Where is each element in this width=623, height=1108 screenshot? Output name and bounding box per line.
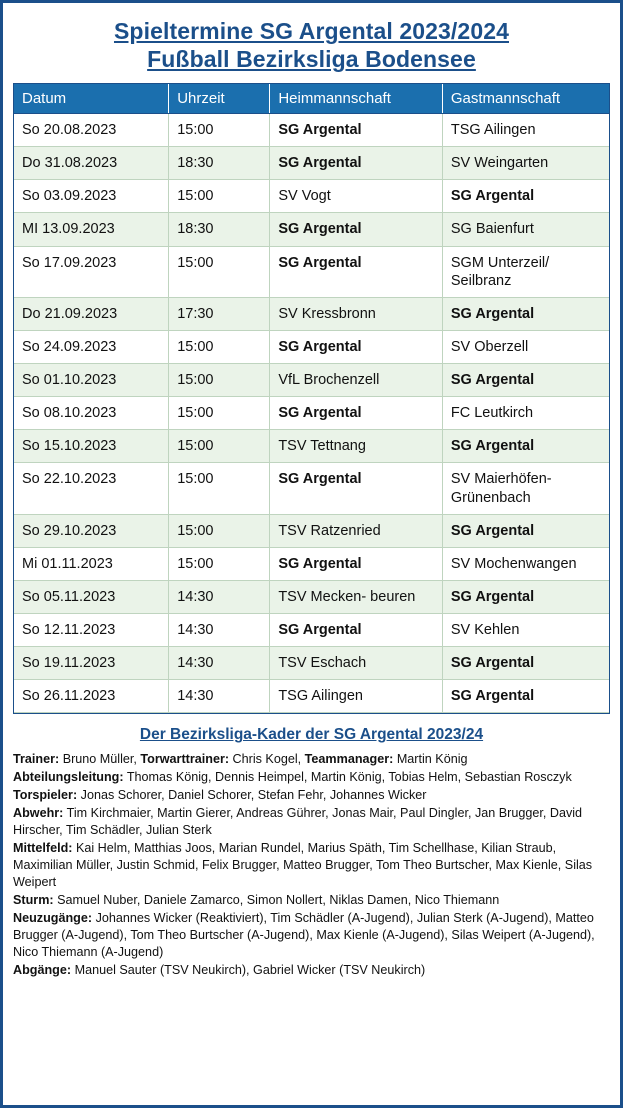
cell-home: TSV Eschach (270, 647, 443, 680)
table-row (14, 147, 609, 180)
table-row (14, 514, 609, 547)
cell-time: 15:00 (169, 364, 270, 397)
squad-line (13, 769, 610, 786)
cell-date: Do 21.09.2023 (14, 297, 169, 330)
squad-label: Teammanager: (304, 752, 394, 767)
cell-away: SG Argental (442, 647, 609, 680)
squad-title: Der Bezirksliga-Kader der SG Argental 2023/24 (139, 726, 484, 744)
fixtures-table-wrapper (13, 83, 610, 714)
cell-away: SV Maierhöfen- Grünenbach (442, 463, 609, 514)
title-line-1: Spieltermine SG Argental 2023/2024 (113, 18, 509, 44)
cell-time: 17:30 (169, 297, 270, 330)
squad-text: Chris Kogel, (232, 752, 302, 767)
cell-away: TSG Ailingen (442, 114, 609, 147)
cell-home: SG Argental (270, 114, 443, 147)
column-header-time: Uhrzeit (169, 84, 270, 114)
squad-entries (13, 751, 610, 979)
cell-away: SG Argental (442, 514, 609, 547)
cell-away: SG Argental (442, 364, 609, 397)
table-row (14, 614, 609, 647)
squad-text: Kai Helm, Matthias Joos, Marian Rundel, Marius Späth, Tim Schellhase, Kilian Straub, Maximilian Müller, Justin Schmid, Felix Brugger, Matteo Brugger, Tom Theo Burtscher, Max Kienle, Silas Weipert (13, 841, 593, 890)
squad-text: Bruno Müller, (62, 752, 137, 767)
cell-away: SV Mochenwangen (442, 547, 609, 580)
table-row (14, 430, 609, 463)
cell-home: TSV Tettnang (270, 430, 443, 463)
cell-home: SG Argental (270, 246, 443, 297)
squad-line (13, 910, 610, 961)
cell-time: 15:00 (169, 397, 270, 430)
squad-label: Abgänge: (13, 963, 72, 978)
cell-time: 15:00 (169, 547, 270, 580)
table-header-row (14, 84, 609, 114)
cell-date: So 03.09.2023 (14, 180, 169, 213)
cell-away: SG Argental (442, 180, 609, 213)
table-row (14, 680, 609, 713)
cell-away: SG Argental (442, 297, 609, 330)
table-row (14, 114, 609, 147)
cell-home: SG Argental (270, 547, 443, 580)
squad-section (13, 726, 610, 979)
table-row (14, 330, 609, 363)
squad-line (13, 787, 610, 804)
cell-away: SV Kehlen (442, 614, 609, 647)
cell-time: 18:30 (169, 213, 270, 246)
squad-line (13, 751, 610, 768)
cell-date: Do 31.08.2023 (14, 147, 169, 180)
cell-home: TSV Ratzenried (270, 514, 443, 547)
cell-date: So 22.10.2023 (14, 463, 169, 514)
table-row (14, 647, 609, 680)
table-row (14, 547, 609, 580)
cell-away: SG Baienfurt (442, 213, 609, 246)
cell-date: So 26.11.2023 (14, 680, 169, 713)
cell-time: 15:00 (169, 463, 270, 514)
cell-time: 15:00 (169, 330, 270, 363)
cell-time: 15:00 (169, 114, 270, 147)
cell-home: SG Argental (270, 213, 443, 246)
table-row (14, 580, 609, 613)
cell-away: SG Argental (442, 680, 609, 713)
page-title (13, 17, 610, 73)
cell-date: So 05.11.2023 (14, 580, 169, 613)
cell-time: 14:30 (169, 580, 270, 613)
squad-label: Torspieler: (13, 788, 78, 803)
column-header-home: Heimmannschaft (270, 84, 443, 114)
cell-home: SV Kressbronn (270, 297, 443, 330)
squad-text: Martin König (396, 752, 468, 767)
fixtures-table-body (14, 114, 609, 713)
cell-away: SG Argental (442, 430, 609, 463)
cell-time: 15:00 (169, 514, 270, 547)
cell-home: SG Argental (270, 330, 443, 363)
cell-time: 14:30 (169, 614, 270, 647)
table-row (14, 364, 609, 397)
table-row (14, 246, 609, 297)
table-row (14, 297, 609, 330)
squad-label: Trainer: (13, 752, 60, 767)
squad-text: Jonas Schorer, Daniel Schorer, Stefan Fehr, Johannes Wicker (80, 788, 427, 803)
cell-date: So 08.10.2023 (14, 397, 169, 430)
squad-line (13, 892, 610, 909)
fixtures-table (14, 84, 609, 713)
cell-away: SV Weingarten (442, 147, 609, 180)
squad-text: Tim Kirchmaier, Martin Gierer, Andreas Gührer, Jonas Mair, Paul Dingler, Jan Brugger, David Hirscher, Tim Schädler, Julian Sterk (13, 806, 583, 838)
cell-date: So 24.09.2023 (14, 330, 169, 363)
cell-date: So 17.09.2023 (14, 246, 169, 297)
squad-text: Samuel Nuber, Daniele Zamarco, Simon Nollert, Niklas Damen, Nico Thiemann (57, 893, 500, 908)
column-header-away: Gastmannschaft (442, 84, 609, 114)
cell-away: FC Leutkirch (442, 397, 609, 430)
cell-home: SG Argental (270, 463, 443, 514)
title-line-2: Fußball Bezirksliga Bodensee (147, 46, 476, 73)
squad-line (13, 840, 610, 891)
cell-date: MI 13.09.2023 (14, 213, 169, 246)
column-header-date: Datum (14, 84, 169, 114)
table-row (14, 180, 609, 213)
squad-label: Abwehr: (13, 806, 64, 821)
squad-label: Abteilungsleitung: (13, 770, 124, 785)
squad-text: Manuel Sauter (TSV Neukirch), Gabriel Wicker (TSV Neukirch) (74, 963, 426, 978)
cell-time: 15:00 (169, 430, 270, 463)
squad-text: Thomas König, Dennis Heimpel, Martin König, Tobias Helm, Sebastian Rosczyk (126, 770, 572, 785)
cell-time: 18:30 (169, 147, 270, 180)
cell-away: SG Argental (442, 580, 609, 613)
cell-time: 14:30 (169, 647, 270, 680)
cell-home: SG Argental (270, 147, 443, 180)
table-row (14, 213, 609, 246)
cell-home: SG Argental (270, 397, 443, 430)
cell-date: So 15.10.2023 (14, 430, 169, 463)
squad-line (13, 962, 610, 979)
table-row (14, 397, 609, 430)
cell-date: So 20.08.2023 (14, 114, 169, 147)
cell-date: So 01.10.2023 (14, 364, 169, 397)
squad-label: Torwarttrainer: (140, 752, 230, 767)
cell-time: 14:30 (169, 680, 270, 713)
cell-time: 15:00 (169, 246, 270, 297)
cell-date: So 12.11.2023 (14, 614, 169, 647)
cell-home: VfL Brochenzell (270, 364, 443, 397)
cell-date: So 29.10.2023 (14, 514, 169, 547)
squad-text: Johannes Wicker (Reaktiviert), Tim Schädler (A-Jugend), Julian Sterk (A-Jugend), Matteo Brugger (A-Jugend), Tom Theo Burtscher (A-Jugend), Max Kienle (A-Jugend), Silas Weipert (A-Jugend), Nico Thiemann (A-Jugend) (13, 911, 595, 960)
table-row (14, 463, 609, 514)
cell-away: SV Oberzell (442, 330, 609, 363)
cell-home: SG Argental (270, 614, 443, 647)
cell-time: 15:00 (169, 180, 270, 213)
cell-home: TSV Mecken- beuren (270, 580, 443, 613)
cell-home: TSG Ailingen (270, 680, 443, 713)
cell-date: So 19.11.2023 (14, 647, 169, 680)
squad-line (13, 805, 610, 839)
squad-label: Mittelfeld: (13, 841, 73, 856)
cell-home: SV Vogt (270, 180, 443, 213)
cell-away: SGM Unterzeil/ Seilbranz (442, 246, 609, 297)
squad-label: Sturm: (13, 893, 54, 908)
squad-label: Neuzugänge: (13, 911, 93, 926)
cell-date: Mi 01.11.2023 (14, 547, 169, 580)
